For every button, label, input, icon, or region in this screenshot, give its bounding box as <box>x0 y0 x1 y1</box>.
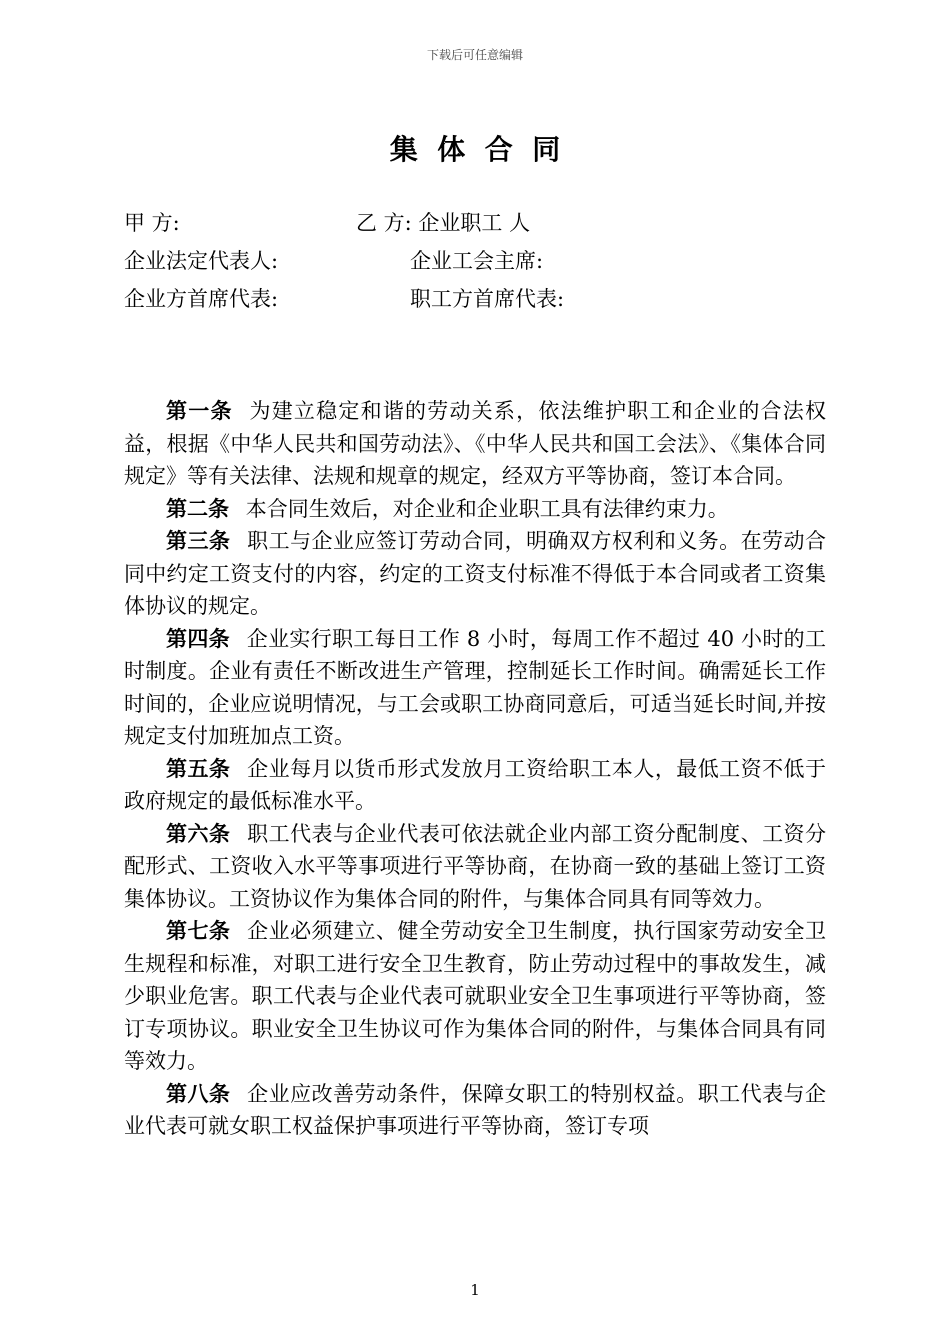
article-text: 职工代表与企业代表可依法就企业内部工资分配制度、工资分配形式、工资收入水平等事项进行平等协商，在协商一致的基础上签订工资集体协议。工资协议作为集体合同的附件，与集体合同具有同等效力。 <box>124 821 827 911</box>
articles-body <box>124 395 826 1143</box>
party-row <box>124 246 844 284</box>
article-text: 企业必须建立、健全劳动安全卫生制度，执行国家劳动安全卫生规程和标准，对职工进行安全卫生教育，防止劳动过程中的事故发生，减少职业危害。职工代表与企业代表可就职业安全卫生事项进行平等协商，签订专项协议。职业安全卫生协议可作为集体合同的附件，与集体合同具有同等效力。 <box>124 919 827 1073</box>
article-2 <box>124 493 826 526</box>
article-text: 企业应改善劳动条件，保障女职工的特别权益。职工代表与企业代表可就女职工权益保护事项进行平等协商，签订专项 <box>124 1081 827 1138</box>
article-8 <box>124 1078 826 1143</box>
header-note: 下载后可任意编辑 <box>426 48 523 62</box>
party-row <box>124 284 844 322</box>
article-number: 第三条 <box>166 529 231 553</box>
article-text: 本合同生效后，对企业和企业职工具有法律约束力。 <box>245 496 729 521</box>
page-number: 1 <box>470 1281 480 1299</box>
article-text: 职工与企业应签订劳动合同，明确双方权利和义务。在劳动合同中约定工资支付的内容，约定的工资支付标准不得低于本合同或者工资集体协议的规定。 <box>124 529 827 618</box>
article-text: 企业每月以货币形式发放月工资给职工本人，最低工资不低于政府规定的最低标准水平。 <box>124 756 827 813</box>
article-number: 第二条 <box>166 496 229 521</box>
article-number: 第五条 <box>166 756 231 781</box>
article-3 <box>124 525 826 623</box>
article-6 <box>124 818 826 916</box>
article-number: 第八条 <box>166 1081 231 1106</box>
union-chairman-label: 企业工会主席: <box>410 249 544 273</box>
enterprise-chief-representative-label: 企业方首席代表: <box>124 287 279 311</box>
article-text: 为建立稳定和谐的劳动关系，依法维护职工和企业的合法权益，根据《中华人民共和国劳动法》、《中华人民共和国工会法》、《集体合同规定》等有关法律、法规和规章的规定，经双方平等协商，签订本合同。 <box>124 399 827 488</box>
article-number: 第六条 <box>166 821 231 846</box>
party-row <box>124 208 844 246</box>
article-number: 第七条 <box>166 919 231 943</box>
article-number: 第四条 <box>166 626 230 651</box>
article-number: 第一条 <box>166 399 233 423</box>
article-1 <box>124 395 826 493</box>
article-4 <box>124 623 826 753</box>
legal-representative-label: 企业法定代表人: <box>124 249 279 273</box>
party-b-label: 乙 方: 企业职工 人 <box>356 211 531 235</box>
party-a-label: 甲 方: <box>124 211 180 235</box>
parties-block <box>124 208 844 322</box>
article-text: 企业实行职工每日工作 8 小时，每周工作不超过 40 小时的工时制度。企业有责任不断改进生产管理，控制延长工作时间。确需延长工作时间的，企业应说明情况，与工会或职工协商同意后，可适当延长时间,并按规定支付加班加点工资。 <box>124 626 826 748</box>
article-7 <box>124 915 826 1078</box>
document-title: 集 体 合 同 <box>389 133 561 166</box>
employee-chief-representative-label: 职工方首席代表: <box>410 287 565 311</box>
article-5 <box>124 753 826 818</box>
